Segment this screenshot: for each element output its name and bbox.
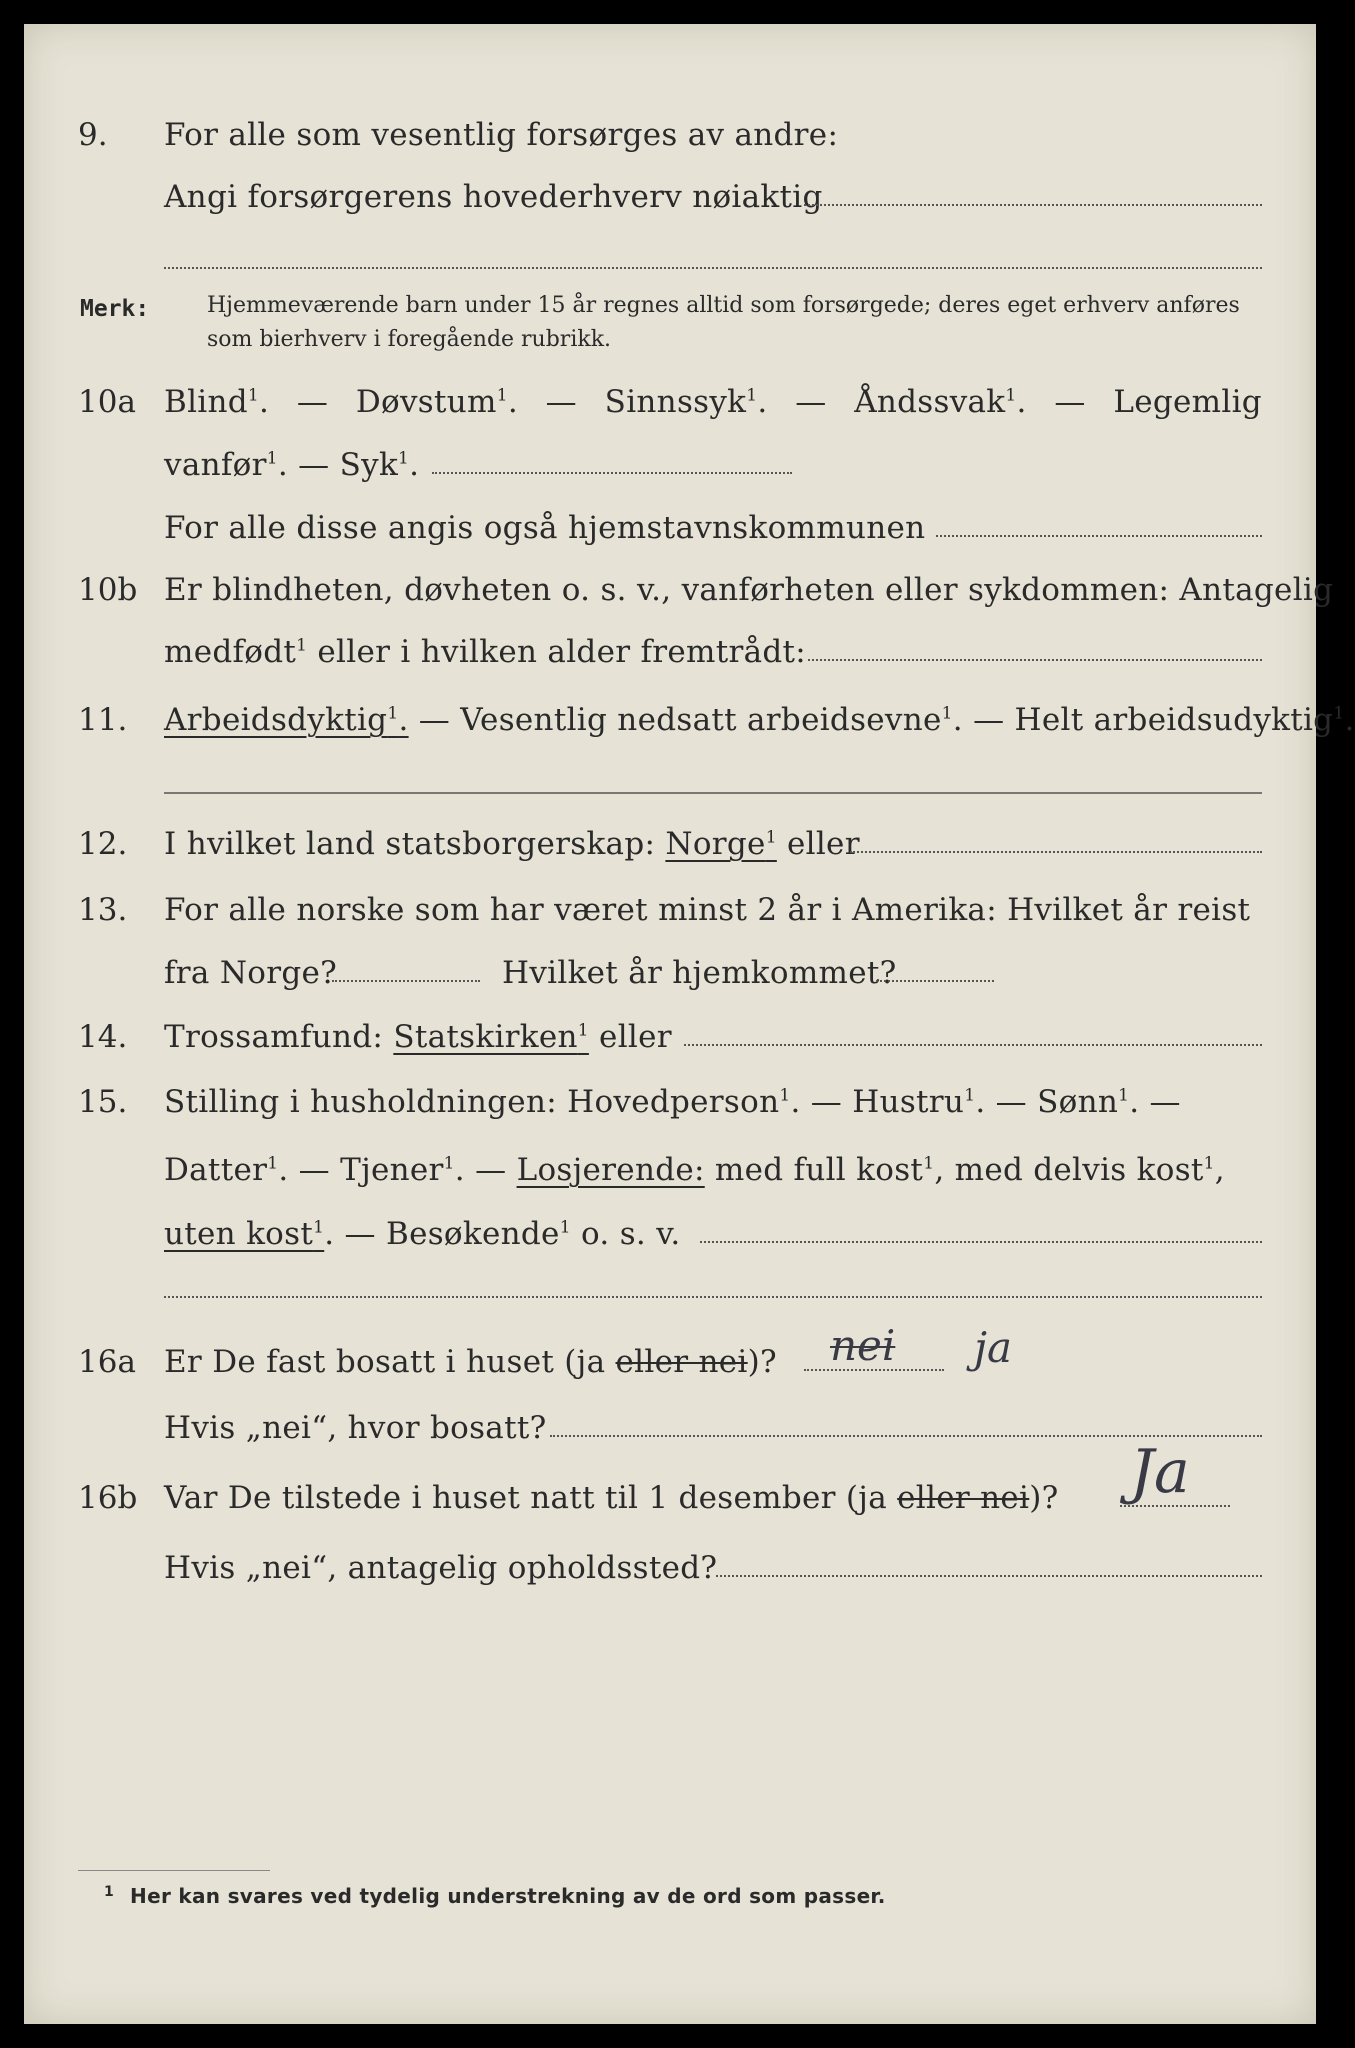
q10a-hometown-field[interactable]: [936, 535, 1262, 537]
footnote-ref: 1: [387, 703, 399, 724]
q16a-struck-option: eller nei: [615, 1344, 748, 1380]
q16b-line2-text: Hvis „nei“, antagelig opholdssted?: [164, 1550, 718, 1586]
q15-line3b: . — Besøkende$^1$ o. s. v.: [324, 1216, 681, 1252]
q16a-number: 16a: [78, 1344, 136, 1380]
footnote-text: Her kan svares ved tydelig understrekning av de ord som passer.: [130, 1884, 886, 1908]
footnote-ref: 1: [1203, 1153, 1215, 1174]
q16a-handwritten-nei: nei: [830, 1321, 896, 1370]
footnote-ref: 1: [559, 1217, 571, 1238]
q16a-pre: Er De fast bosatt i huset (ja: [164, 1344, 616, 1380]
q13-line2: [24, 953, 1316, 993]
q10b-line2: [24, 632, 1316, 672]
q12-opt-norge[interactable]: Norge$^1$: [665, 826, 777, 862]
q13-line1: [24, 890, 1316, 930]
census-form-page: [24, 24, 1355, 2024]
q14-question: [164, 1017, 672, 1057]
q10a-line2: [24, 445, 1316, 485]
q9-line1: [24, 115, 1316, 155]
merk-note: [24, 289, 1316, 359]
q15-line2a: Datter$^1$. — Tjener$^1$. —: [164, 1152, 517, 1188]
footnote-ref: 1: [267, 1153, 279, 1174]
footnote-ref: 1: [964, 1085, 976, 1106]
footnote-ref: 1: [765, 827, 777, 848]
q15-line1: [24, 1082, 1316, 1122]
q16b-whereabouts-field[interactable]: [716, 1575, 1262, 1577]
q12-answer-field[interactable]: [850, 851, 1262, 853]
q10a-answer-field[interactable]: [432, 472, 792, 474]
footnote-ref: 1: [746, 385, 758, 406]
footnote-ref: 1: [398, 448, 410, 469]
footnote-mark: 1: [104, 1884, 115, 1900]
q10b-line2-text: medfødt$^1$ eller i hvilken alder fremtrådt:: [164, 634, 807, 670]
q16b-post: )?: [1029, 1480, 1059, 1516]
q11-number: 11.: [78, 702, 128, 738]
q10b-question: Er blindheten, døvheten o. s. v., vanførheten eller sykdommen: Antagelig: [164, 572, 1334, 608]
footnote-ref: 1: [247, 385, 260, 406]
footnote-ref: 1: [577, 1020, 589, 1041]
q15-answer-field[interactable]: [700, 1241, 1262, 1243]
footnote-ref: 1: [313, 1217, 325, 1238]
q10a-dash: —: [795, 384, 827, 420]
q16a-question: [164, 1342, 777, 1382]
q9-question: For alle som vesentlig forsørges av andre:: [164, 117, 839, 153]
merk-label: Merk:: [80, 296, 150, 322]
q15-question: Stilling i husholdningen: Hovedperson$^1$. — Hustru$^1$. — Sønn$^1$. —: [164, 1084, 1181, 1120]
q10a-line3-text: For alle disse angis også hjemstavnskommunen: [164, 510, 926, 546]
q14-number: 14.: [78, 1019, 128, 1055]
q12-post: eller: [776, 826, 860, 862]
q11-rest: — Vesentlig nedsatt arbeidsevne$^1$. — Helt arbeidsudyktig$^1$.: [408, 702, 1355, 738]
q11-rule: [164, 792, 1262, 794]
q12-number: 12.: [78, 826, 128, 862]
q10a-dash: —: [296, 384, 329, 420]
q14-pre: Trossamfund:: [164, 1019, 394, 1055]
footnote-ref: 1: [266, 448, 278, 469]
q15-line2b: med full kost$^1$, med delvis kost$^1$,: [704, 1152, 1225, 1188]
q10a-opt-legemlig[interactable]: Legemlig: [1113, 384, 1262, 420]
q10a-line3: [24, 508, 1316, 548]
footnote-ref: 1: [779, 1085, 791, 1106]
footnote-ref: 1: [1118, 1085, 1130, 1106]
q13-left-label: fra Norge?: [164, 955, 338, 991]
q16b-struck-option: eller nei: [897, 1480, 1030, 1516]
q13-number: 13.: [78, 892, 128, 928]
q15-rule: [164, 1296, 1262, 1298]
q13-question: For alle norske som har været minst 2 år i Amerika: Hvilket år reist: [164, 892, 1251, 928]
q16a-line2: [24, 1408, 1316, 1448]
q10b-line1: [24, 570, 1334, 610]
q15-line2: [24, 1150, 1316, 1190]
q16a-post: )?: [747, 1344, 777, 1380]
q16a-line1: [24, 1321, 1316, 1382]
q12-pre: I hvilket land statsborgerskap:: [164, 826, 666, 862]
q16a-handwritten-ja: ja: [974, 1323, 1013, 1372]
q16b-line1: [24, 1437, 1316, 1518]
footnote-ref: 1: [496, 385, 508, 406]
q16b-handwritten-ja: Ja: [1130, 1437, 1190, 1507]
q14-answer-field[interactable]: [684, 1044, 1262, 1046]
q9-number: 9.: [78, 117, 108, 153]
q14-post: eller: [588, 1019, 672, 1055]
q10b-number: 10b: [78, 572, 138, 608]
q16b-number: 16b: [78, 1480, 138, 1516]
q16b-pre: Var De tilstede i huset natt til 1 desember (ja: [164, 1480, 898, 1516]
q12-question: [164, 824, 860, 864]
q15-line2-text: [164, 1150, 1225, 1190]
q15-number: 15.: [78, 1084, 128, 1120]
footnote: [104, 1884, 886, 1908]
q11-line: [24, 700, 1355, 740]
q13-right-label: Hvilket år hjemkommet?: [502, 955, 897, 991]
q9-line2: [24, 177, 1316, 217]
q15-line3-text: [164, 1214, 681, 1254]
merk-text: Hjemmeværende barn under 15 år regnes alltid som forsørgede; deres eget erhverv anføres som bierhverv i foregående rubrikk.: [207, 293, 1240, 352]
footnote-ref: 1: [941, 703, 953, 724]
footnote-ref: 1: [296, 635, 308, 656]
q10a-opt-dovstum[interactable]: Døvstum$^1$.: [355, 384, 518, 420]
q15-opt-losjerende[interactable]: Losjerende:: [516, 1152, 705, 1188]
q11-opt-arbeidsdyktig[interactable]: Arbeidsdyktig$^1$.: [164, 702, 409, 738]
footnote-ref: 1: [923, 1153, 935, 1174]
q14-line: [24, 1017, 1316, 1057]
q9-answer-field[interactable]: [804, 204, 1262, 206]
q15-line3: [24, 1214, 1316, 1254]
q16b-line2: [24, 1548, 1316, 1588]
q10a-dash: —: [545, 384, 577, 420]
footnote-ref: 1: [1005, 385, 1017, 406]
q16a-line2-text: Hvis „nei“, hvor bosatt?: [164, 1410, 547, 1446]
q13-returned-field[interactable]: [876, 980, 994, 982]
q10a-options: [164, 382, 1262, 422]
q10b-answer-field[interactable]: [808, 659, 1262, 661]
footnote-ref: 1: [1333, 703, 1345, 724]
q11-options: [164, 700, 1355, 740]
q10a-number: 10a: [78, 384, 136, 420]
q9-answer-field-2[interactable]: [164, 267, 1262, 269]
q10a-line2-text: vanfør$^1$. — Syk$^1$.: [164, 447, 420, 483]
q9-subquestion: Angi forsørgerens hovederhverv nøiaktig: [164, 179, 823, 215]
footnote-ref: 1: [443, 1153, 455, 1174]
q10a-line1: [24, 382, 1316, 422]
q10a-opt-blind[interactable]: Blind$^1$.: [164, 384, 270, 420]
q12-line: [24, 824, 1316, 864]
q10a-opt-andssvak[interactable]: Åndssvak$^1$.: [854, 384, 1027, 420]
q15-opt-uten-kost[interactable]: uten kost$^1$: [164, 1216, 325, 1252]
q14-opt-statskirken[interactable]: Statskirken$^1$: [393, 1019, 589, 1055]
q16b-question: [164, 1478, 1059, 1518]
q10a-opt-sinnssyk[interactable]: Sinnssyk$^1$.: [604, 384, 768, 420]
q13-emigrated-field[interactable]: [332, 980, 480, 982]
q10a-dash: —: [1054, 384, 1086, 420]
footnote-rule: [78, 1870, 270, 1871]
